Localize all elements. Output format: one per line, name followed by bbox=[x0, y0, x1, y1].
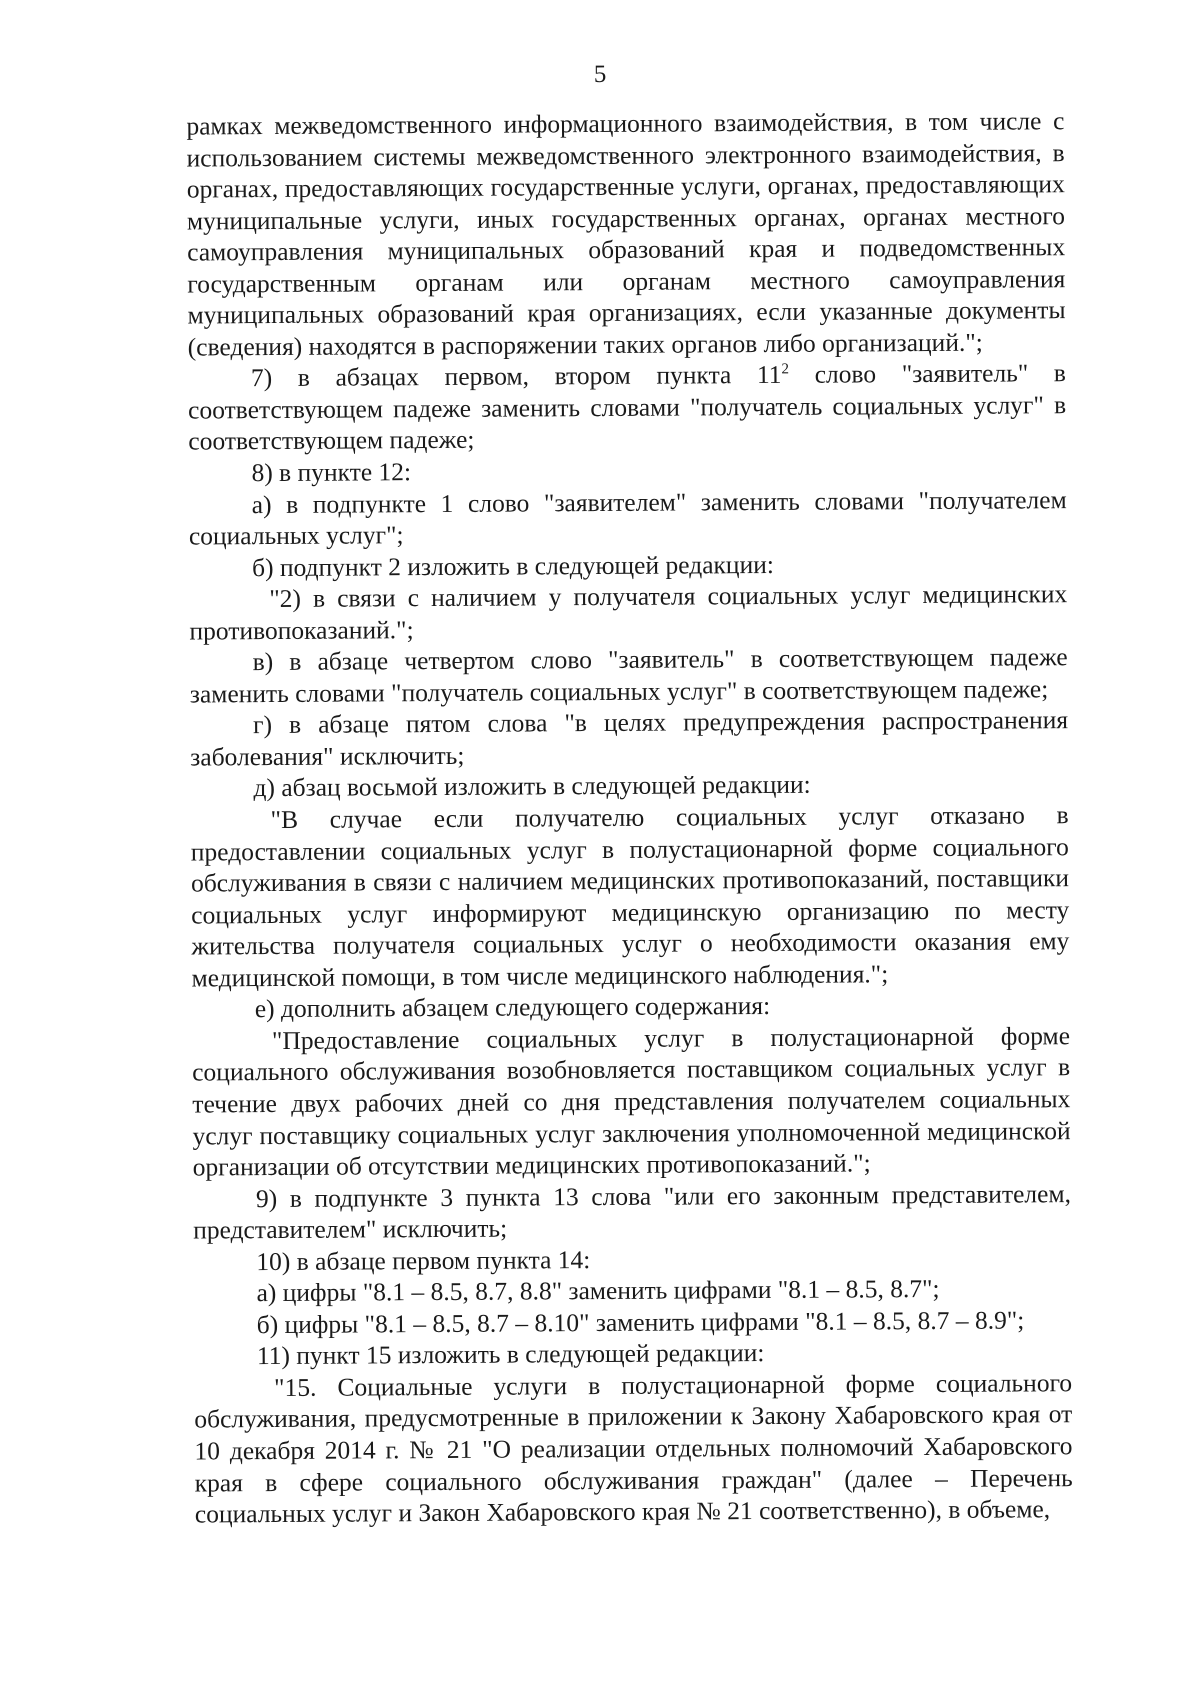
paragraph-item-10: 10) в абзаце первом пункта 14: bbox=[256, 1244, 591, 1276]
paragraph-item-8: 8) в пункте 12: bbox=[251, 457, 412, 488]
paragraph-item-8a: а) в подпункте 1 слово "заявителем" заменить словами "получателем социальных услуг"; bbox=[188, 484, 1067, 551]
paragraph-quote-8d: "В случае если получателю социальных услуг отказано в предоставлении социальных услуг в полустационарной форме социального обслуживания в связи с наличием медицинских противопоказаний, поставщики социальных услуг информируют медицинскую организацию по месту жительства получателя социальных услуг о необходимости оказания ему медицинской помощи, в том числе медицинского наблюдения."; bbox=[190, 800, 1070, 993]
paragraph-item-8b: б) подпункт 2 изложить в следующей редакции: bbox=[252, 549, 774, 582]
paragraph-quote-15: "15. Социальные услуги в полустационарной форме социального обслуживания, предусмотренные в приложении к Закону Хабаровского края от 10 декабря 2014 г. № 21 "О реализации отдельных полномочий Хабаровского края в сфере социального обслуживания граждан" (далее – Перечень социальных услуг и Закон Хабаровского края № 21 соответственно), в объеме, bbox=[194, 1368, 1073, 1529]
paragraph-quote-8e: "Предоставление социальных услуг в полустационарной форме социального обслуживания возобновляется поставщиком социальных услуг в течение двух рабочих дней со дня представления получателем социальных услуг поставщику социальных услуг заключения уполномоченной медицинской организации об отсутствии медицинских противопоказаний."; bbox=[192, 1021, 1071, 1182]
paragraph-item-7-text-b: слово "заявитель" в соответствующем падеже заменить словами "получатель социальных услуг" в соответствующем падеже; bbox=[188, 358, 1067, 456]
superscript-index: 2 bbox=[781, 361, 790, 378]
page-number: 5 bbox=[593, 60, 607, 89]
paragraph-item-8g: г) в абзаце пятом слова "в целях предупреждения распространения заболевания" исключить; bbox=[190, 705, 1069, 772]
paragraph-quote-8b: "2) в связи с наличием у получателя социальных услуг медицинских противопоказаний."; bbox=[189, 579, 1068, 646]
paragraph-continuation: рамках межведомственного информационного взаимодействия, в том числе с использованием системы межведомственного электронного взаимодействия, в органах, предоставляющих государственные услуги, органах, предоставляющих муниципальные услуги, иных государственных органах, органах местного самоуправления муниципальных образований края и подведомственных государственным органам или органам местного самоуправления муниципальных образований края организациях, если указанные документы (сведения) находятся в распоряжении таких органов либо организаций."; bbox=[186, 106, 1066, 362]
paragraph-item-7 bbox=[188, 358, 1067, 458]
paragraph-item-9: 9) в подпункте 3 пункта 13 слова "или его законным представителем, представителем" исключить; bbox=[193, 1178, 1072, 1245]
paragraph-item-8v: в) в абзаце четвертом слово "заявитель" в соответствующем падеже заменить словами "получатель социальных услуг" в соответствующем падеже; bbox=[189, 642, 1068, 709]
paragraph-item-10a: а) цифры "8.1 – 8.5, 8.7, 8.8" заменить цифрами "8.1 – 8.5, 8.7"; bbox=[256, 1274, 940, 1308]
document-body bbox=[186, 105, 1073, 1530]
paragraph-item-7-text-a: 7) в абзацах первом, втором пункта 11 bbox=[250, 360, 782, 393]
paragraph-item-11: 11) пункт 15 изложить в следующей редакции: bbox=[256, 1338, 765, 1371]
paragraph-item-10b: б) цифры "8.1 – 8.5, 8.7 – 8.10" заменить цифрами "8.1 – 8.5, 8.7 – 8.9"; bbox=[256, 1305, 1025, 1339]
paragraph-item-8e: е) дополнить абзацем следующего содержания: bbox=[254, 991, 771, 1024]
paragraph-item-8d: д) абзац восьмой изложить в следующей редакции: bbox=[253, 770, 811, 803]
